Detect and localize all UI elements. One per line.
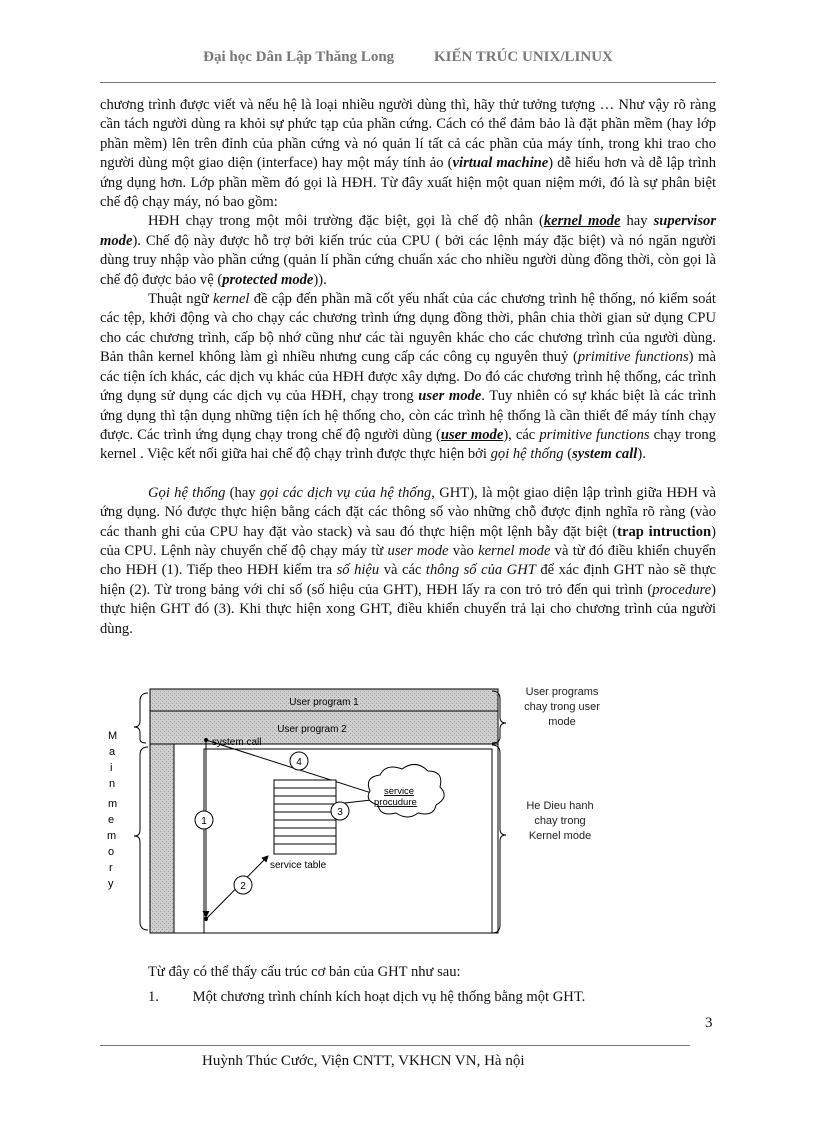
user-program-2-label: User program 2 <box>277 724 347 735</box>
svg-text:a: a <box>109 746 116 758</box>
system-call-label: system call <box>212 737 262 748</box>
list-item-1 <box>148 989 585 1006</box>
svg-text:i: i <box>110 762 113 774</box>
system-call-diagram <box>100 683 690 953</box>
step-4: 4 <box>296 757 302 768</box>
left-brace-kernel <box>134 747 148 930</box>
user-program-1-label: User program 1 <box>289 697 359 708</box>
after-figure-intro: Từ đây có thể thấy cấu trúc cơ bản của GHT như sau: <box>148 964 461 980</box>
right-label-kernel-3: Kernel mode <box>528 830 592 842</box>
header-university: Đại học Dân Lập Thăng Long <box>203 49 395 65</box>
service-procedure-label-2: procudure <box>374 797 417 808</box>
right-label-user-1: User programs <box>525 686 599 698</box>
paragraph-1: chương trình được viết và nếu hệ là loại nhiều người dùng thì, hãy thử tưởng tượng … Như vậy rõ ràng cần tách người dùng ra khỏi sự phức tạp của phần cứng. Cách có thể đảm bảo là đặt phần mềm (hay lớp phần mềm) lên trên đỉnh của phần cứng và nó quản lí tất cả các phần của máy tính, trong khi trao cho người dùng một giao diện (interface) hay một máy tính ảo (virtual machine) dễ hiểu hơn và dễ lập trình ứng dụng hơn. Lớp phần mềm đó gọi là HĐH. Từ đây xuất hiện một quan niệm mới, đó là sự phân biệt chế độ chạy máy, nó bao gồm: <box>100 97 716 211</box>
page-number: 3 <box>705 1015 713 1031</box>
svg-text:m: m <box>108 798 118 810</box>
service-table <box>274 780 336 854</box>
right-label-kernel-2: chay trong <box>534 815 586 827</box>
svg-text:y: y <box>108 878 114 890</box>
service-table-label: service table <box>270 860 327 871</box>
step-1: 1 <box>201 816 207 827</box>
header-rule <box>100 82 716 83</box>
service-procedure-label-1: service <box>384 786 415 797</box>
svg-text:M: M <box>108 730 118 742</box>
svg-text:e: e <box>108 814 115 826</box>
list-item-1-number: 1. <box>148 989 159 1005</box>
right-label-kernel-1: He Dieu hanh <box>526 800 594 812</box>
left-brace-user <box>134 693 148 743</box>
svg-text:m: m <box>107 830 117 842</box>
step-2: 2 <box>240 881 246 892</box>
paragraph-2: HĐH chạy trong một môi trường đặc biệt, gọi là chế độ nhân (kernel mode hay supervisor mode). Chế độ này được hỗ trợ bởi kiến trúc của CPU ( bởi các lệnh máy đặc biệt) và nó ngăn người dùng truy nhập vào phần cứng (quản lí phần cứng chuẩn xác cho nhiều người dùng đồng thời, còn gọi là chế độ được bảo vệ (protected mode)). <box>100 213 716 288</box>
paragraph-4: Gọi hệ thống (hay gọi các dịch vụ của hệ thống, GHT), là một giao diện lập trình giữa HĐH và ứng dụng. Nó được thực hiện bằng cách đặt các thông số vào những chỗ được định nghĩa rõ ràng (vào các thanh ghi của CPU hay đặt vào stack) và sau đó thực hiện một lệnh bẫy đặt biệt (trap intruction) của CPU. Lệnh này chuyển chế độ chạy máy từ user mode vào kernel mode và từ đó điều khiển chuyển cho HĐH (1). Tiếp theo HĐH kiểm tra số hiệu và các thông số của GHT để xác định GHT nào sẽ thực hiện (2). Từ trong bảng với chỉ số (số hiệu của GHT), HĐH lấy ra con trỏ trỏ đến qui trình (procedure) thực hiện GHT đó (3). Khi thực hiện xong GHT, điều khiển chuyển trả lại cho chương trình của người dùng. <box>100 484 716 637</box>
page-header <box>0 49 816 66</box>
footer-rule <box>100 1045 690 1046</box>
svg-text:r: r <box>109 862 113 874</box>
main-memory-label <box>107 730 117 890</box>
header-title: KIẾN TRÚC UNIX/LINUX <box>433 49 613 65</box>
svg-text:n: n <box>109 778 116 790</box>
step-3: 3 <box>337 807 343 818</box>
body-text <box>100 96 716 639</box>
paragraph-3: Thuật ngữ kernel đề cập đến phần mã cốt yếu nhất của các chương trình hệ thống, nó kiểm soát các tệp, khởi động và cho chạy các chương trình ứng dụng đồng thời, phân chia thời gian sử dụng CPU cho các chương trình, cấp bộ nhớ cũng như các tài nguyên khác cho các chương trình của người dùng. Bản thân kernel không làm gì nhiều nhưng cung cấp các công cụ nguyên thuỷ (primitive functions) mà các tiện ích khác, các dịch vụ khác của HĐH được xây dựng. Do đó các chương trình hệ thống, các trình ứng dụng sử dụng các dịch vụ của HĐH, chạy trong user mode. Tuy nhiên có sự khác biệt là các trình ứng dụng thì tận dụng những tiện ích hệ thống cho, còn các trình hệ thống là cần thiết để máy tính chạy được. Các trình ứng dụng chạy trong chế độ người dùng (user mode), các primitive functions chạy trong kernel . Việc kết nối giữa hai chế độ chạy trình được thực hiện bởi gọi hệ thống (system call). <box>100 291 716 463</box>
right-label-user-2: chay trong user <box>524 701 600 713</box>
svg-text:o: o <box>108 846 115 858</box>
right-label-user-3: mode <box>548 716 576 728</box>
list-item-1-text: Một chương trình chính kích hoạt dịch vụ hệ thống bằng một GHT. <box>192 989 586 1005</box>
page-footer: Huỳnh Thúc Cước, Viện CNTT, VKHCN VN, Hà nội <box>202 1053 525 1069</box>
